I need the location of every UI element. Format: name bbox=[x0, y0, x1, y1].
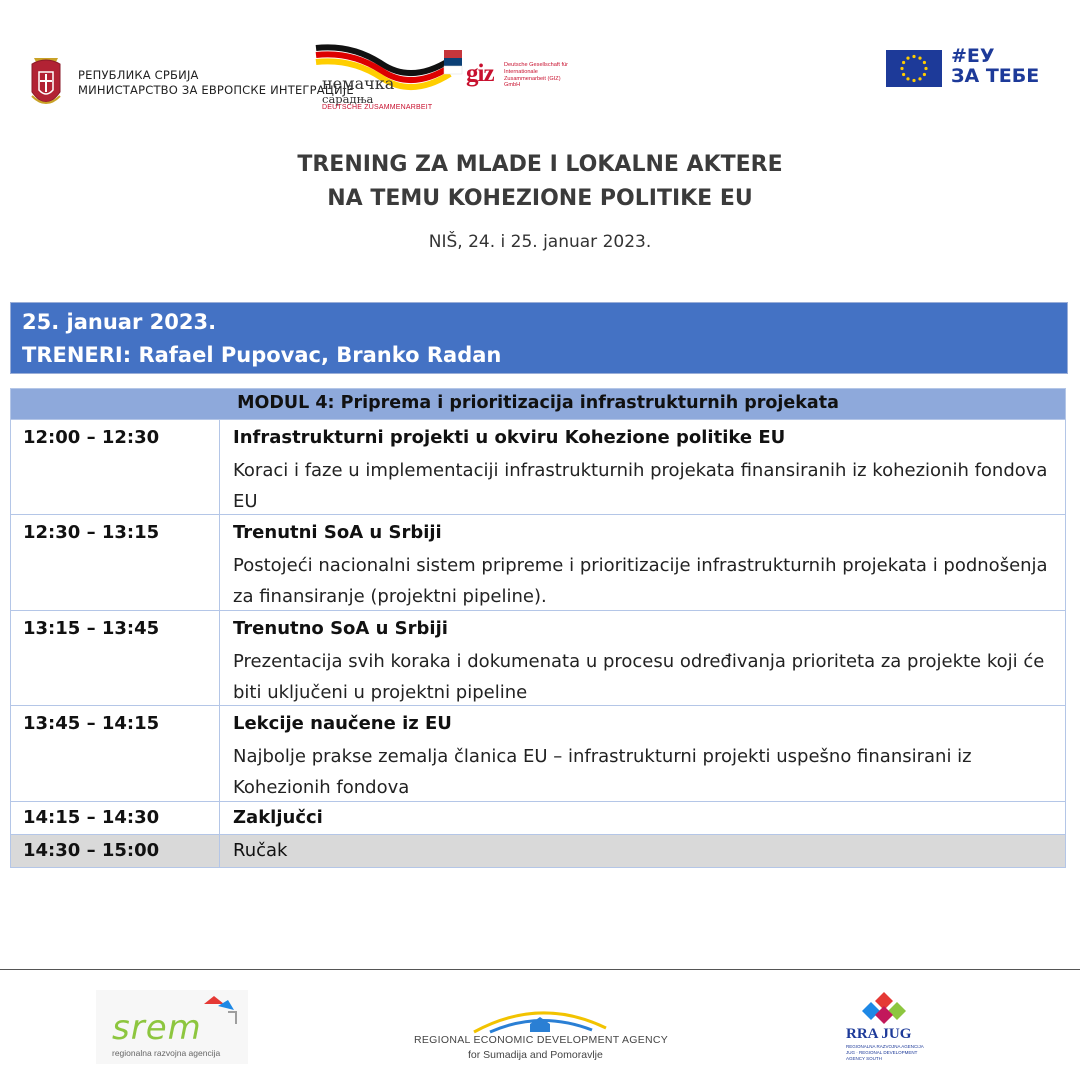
event-location-date: NIŠ, 24. i 25. januar 2023. bbox=[428, 232, 652, 252]
row-time: 13:15 – 13:45 bbox=[23, 618, 160, 639]
footer-divider bbox=[0, 969, 1080, 970]
row-topic: Lekcije naučene iz EU bbox=[233, 713, 452, 734]
column-divider bbox=[219, 611, 220, 705]
column-divider bbox=[219, 515, 220, 610]
eu-hashtag-line-1: #ЕУ bbox=[951, 45, 995, 67]
row-description: Koraci i faze u implementaciji infrastrukturnih projekata finansiranih iz kohezionih fondova EU bbox=[233, 460, 1048, 512]
serbia-line-2: МИНИСТАРСТВО ЗА ЕВРОПСКЕ ИНТЕГРАЦИЈЕ bbox=[78, 83, 354, 97]
table-row bbox=[10, 706, 1066, 802]
german-cooperation-line-2: сарадња bbox=[322, 92, 374, 106]
eu-hashtag bbox=[951, 46, 1039, 86]
giz-description: Deutsche Gesellschaft für Internationale Zusammenarbeit (GIZ) GmbH bbox=[504, 62, 569, 89]
srem-subtitle: regionalna razvojna agencija bbox=[112, 1048, 221, 1058]
eu-hashtag-line-2: ЗА ТЕБЕ bbox=[951, 65, 1040, 87]
giz-logo: giz bbox=[466, 60, 494, 87]
column-divider bbox=[219, 802, 220, 834]
column-divider bbox=[219, 420, 220, 514]
rrajug-subtitle: REGIONALNA RAZVOJNA AGENCIJA JUG · REGIONAL DEVELOPMENT AGENCY SOUTH bbox=[846, 1044, 924, 1061]
table-row bbox=[10, 420, 1066, 515]
row-time: 13:45 – 14:15 bbox=[23, 713, 160, 734]
row-time: 14:15 – 14:30 bbox=[23, 807, 160, 828]
redsp-line-2: for Sumadija and Pomoravlje bbox=[468, 1049, 603, 1061]
row-description: Postojeći nacionalni sistem pripreme i prioritizacije infrastrukturnih projekata i podnošenja za finansiranje (projektni pipeline). bbox=[233, 555, 1048, 607]
serbia-coat-of-arms-icon bbox=[28, 52, 64, 114]
german-cooperation-line-1: немачка bbox=[322, 74, 395, 93]
table-row bbox=[10, 802, 1066, 835]
row-topic: Zaključci bbox=[233, 807, 323, 828]
table-row bbox=[10, 515, 1066, 611]
table-row bbox=[10, 835, 1066, 868]
schedule-date: 25. januar 2023. bbox=[22, 310, 217, 334]
module-title: MODUL 4: Priprema i prioritizacija infrastrukturnih projekata bbox=[237, 393, 839, 413]
column-divider bbox=[219, 835, 220, 867]
event-title-line-2: NA TEMU KOHEZIONE POLITIKE EU bbox=[327, 186, 753, 211]
rrajug-wordmark: RRA JUG bbox=[846, 1026, 912, 1042]
row-topic: Infrastrukturni projekti u okviru Kohezione politike EU bbox=[233, 427, 786, 448]
german-cooperation-line-3: DEUTSCHE ZUSAMMENARBEIT bbox=[322, 104, 433, 111]
schedule-trainers: TRENERI: Rafael Pupovac, Branko Radan bbox=[22, 343, 502, 367]
row-time: 12:00 – 12:30 bbox=[23, 427, 160, 448]
redsp-arc-icon bbox=[470, 1002, 610, 1036]
column-divider bbox=[219, 706, 220, 801]
rrajug-diamonds-icon bbox=[858, 992, 910, 1026]
redsp-line-1: REGIONAL ECONOMIC DEVELOPMENT AGENCY bbox=[414, 1034, 669, 1046]
row-topic: Trenutni SoA u Srbiji bbox=[233, 522, 442, 543]
row-description: Prezentacija svih koraka i dokumenata u procesu određivanja prioriteta za projekte koji će biti uključeni u projektni pipeline bbox=[233, 651, 1045, 703]
row-description: Najbolje prakse zemalja članica EU – infrastrukturni projekti uspešno finansirani iz Kohezionih fondova bbox=[233, 746, 972, 798]
event-title-line-1: TRENING ZA MLADE I LOKALNE AKTERE bbox=[297, 152, 783, 177]
row-topic: Ručak bbox=[233, 840, 288, 861]
row-time: 14:30 – 15:00 bbox=[23, 840, 160, 861]
table-row bbox=[10, 611, 1066, 706]
row-time: 12:30 – 13:15 bbox=[23, 522, 160, 543]
serbia-line-1: РЕПУБЛИКА СРБИЈА bbox=[78, 68, 199, 82]
row-topic: Trenutno SoA u Srbiji bbox=[233, 618, 448, 639]
srem-wordmark: srem bbox=[112, 1008, 202, 1048]
eu-flag-icon bbox=[886, 50, 942, 87]
